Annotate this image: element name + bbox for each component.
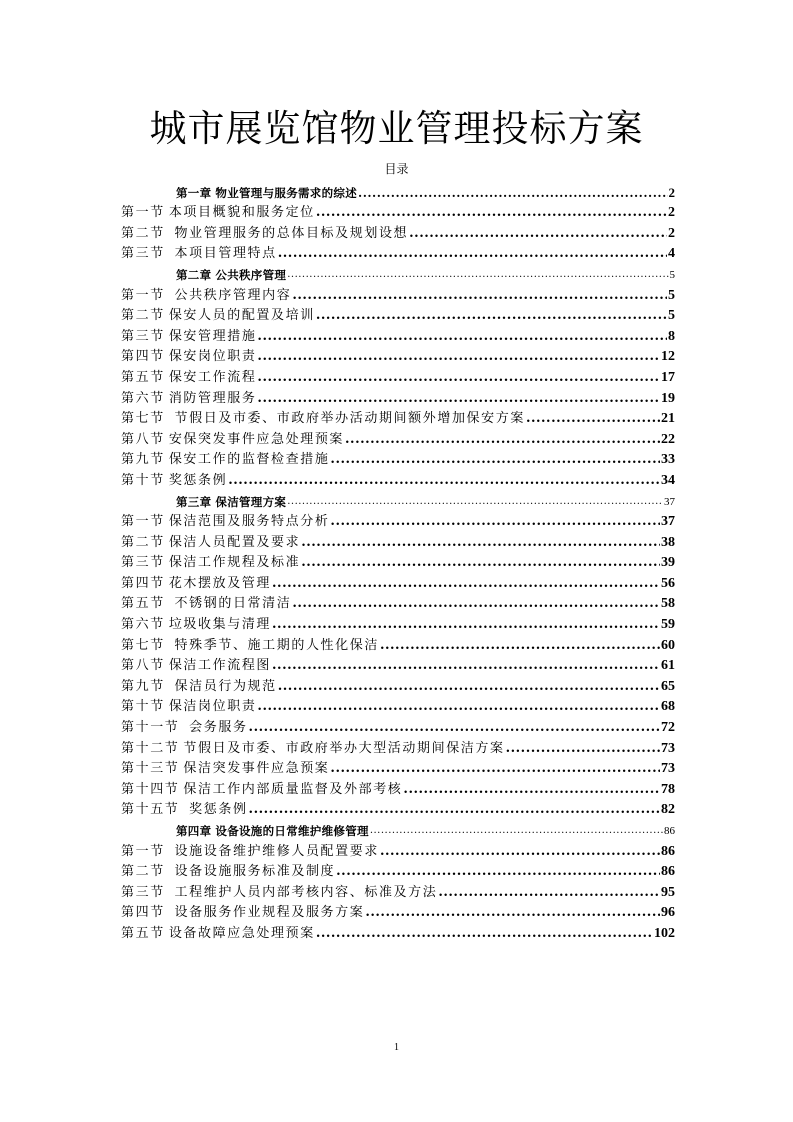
- toc-entry-title: 消防管理服务: [168, 390, 257, 406]
- toc-entry-label: [121, 801, 248, 819]
- toc-section-entry[interactable]: [121, 408, 675, 429]
- toc-section-entry[interactable]: [121, 531, 675, 552]
- toc-section-entry[interactable]: [121, 613, 675, 634]
- toc-section-entry[interactable]: [121, 222, 675, 243]
- toc-section-entry[interactable]: [121, 696, 675, 717]
- toc-entry-page: 102: [654, 925, 675, 941]
- toc-section-entry[interactable]: [121, 861, 675, 882]
- toc-entry-number: 第四节: [121, 905, 165, 921]
- toc-entry-title: 设施设备维护维修人员配置要求: [168, 843, 379, 859]
- dot-leader: [316, 204, 667, 222]
- toc-entry-page: 19: [661, 390, 675, 406]
- toc-entry-title: 花木摆放及管理: [168, 575, 272, 591]
- toc-entry-page: 86: [661, 843, 675, 859]
- toc-entry-label: [121, 513, 329, 531]
- toc-entry-title: 保安工作流程: [168, 369, 257, 385]
- toc-entry-page: 73: [661, 740, 675, 756]
- dot-leader: [330, 760, 660, 778]
- toc-entry-number: 第七节: [121, 637, 165, 653]
- toc-entry-label: [121, 760, 329, 778]
- toc-entry-page: 65: [661, 678, 675, 694]
- toc-section-entry[interactable]: [121, 675, 675, 696]
- toc-section-entry[interactable]: [121, 284, 675, 305]
- toc-entry-number: 第九节: [121, 678, 165, 694]
- toc-section-entry[interactable]: [121, 799, 675, 820]
- toc-section-entry[interactable]: [121, 881, 675, 902]
- toc-entry-label: [121, 410, 525, 428]
- toc-entry-title: 物业管理服务的总体目标及规划设想: [168, 225, 409, 241]
- toc-section-entry[interactable]: [121, 716, 675, 737]
- toc-entry-title: 设备服务作业规程及服务方案: [168, 905, 365, 921]
- toc-entry-number: 第一节: [121, 287, 165, 303]
- toc-entry-number: 第八节: [121, 658, 165, 674]
- dot-leader: [278, 678, 660, 696]
- toc-entry-label: [121, 657, 271, 675]
- toc-section-entry[interactable]: [121, 552, 675, 573]
- toc-entry-page: 2: [668, 205, 675, 221]
- toc-entry-number: 第十四节: [121, 781, 180, 797]
- toc-entry-number: 第三节: [121, 555, 165, 571]
- toc-entry-number: 第七节: [121, 411, 165, 427]
- toc-entry-label: [121, 245, 277, 263]
- toc-entry-title: 设备设施服务标准及制度: [168, 864, 336, 880]
- toc-entry-title: 保洁工作规程及标准: [168, 555, 301, 571]
- toc-entry-label: [121, 884, 437, 902]
- toc-chapter-entry[interactable]: [121, 263, 675, 284]
- toc-entry-title: 保安工作的监督检查措施: [168, 452, 330, 468]
- dot-leader: [292, 287, 667, 305]
- toc-entry-title: 本项目概貌和服务定位: [168, 205, 315, 221]
- toc-entry-page: 61: [661, 658, 675, 674]
- table-of-contents: [121, 181, 675, 943]
- toc-entry-page: 58: [661, 596, 675, 612]
- toc-entry-page: 34: [661, 472, 675, 488]
- toc-entry-label: [121, 472, 227, 490]
- toc-entry-number: 第三节: [121, 328, 165, 344]
- toc-entry-label: [121, 925, 315, 943]
- toc-section-entry[interactable]: [121, 387, 675, 408]
- toc-entry-page: 78: [661, 781, 675, 797]
- toc-entry-title: 保洁员行为规范: [168, 678, 277, 694]
- dot-leader: [316, 307, 667, 325]
- toc-section-entry[interactable]: [121, 305, 675, 326]
- toc-entry-title: 保洁突发事件应急预案: [183, 761, 330, 777]
- toc-chapter-entry[interactable]: [121, 819, 675, 840]
- toc-entry-title: 保洁工作内部质量监督及外部考核: [183, 781, 403, 797]
- dot-leader: [272, 616, 660, 634]
- toc-entry-number: 第一节: [121, 514, 165, 530]
- toc-entry-label: [121, 390, 256, 408]
- dot-leader: [272, 575, 660, 593]
- toc-entry-page: 96: [661, 905, 675, 921]
- toc-entry-label: [121, 225, 408, 243]
- toc-entry-page: 38: [661, 534, 675, 550]
- toc-entry-page: 95: [661, 884, 675, 900]
- toc-entry-page: 72: [661, 720, 675, 736]
- toc-entry-title: 本项目管理特点: [168, 246, 277, 262]
- toc-entry-number: 第五节: [121, 596, 165, 612]
- toc-entry-number: 第五节: [121, 369, 165, 385]
- toc-entry-title: 会务服务: [183, 720, 248, 736]
- toc-entry-label: [176, 266, 286, 284]
- toc-entry-label: [121, 740, 505, 758]
- dot-leader: [330, 513, 660, 531]
- toc-entry-label: [121, 451, 329, 469]
- dot-leader: [257, 698, 660, 716]
- dot-leader: [287, 493, 663, 511]
- toc-section-entry[interactable]: [121, 202, 675, 223]
- toc-entry-title: 设备故障应急处理预案: [168, 925, 315, 941]
- toc-entry-title: 设备设施的日常维护维修管理: [215, 824, 369, 838]
- toc-entry-page: 86: [661, 864, 675, 880]
- toc-entry-number: 第四节: [121, 575, 165, 591]
- toc-entry-title: 垃圾收集与清理: [168, 617, 272, 633]
- toc-entry-page: 17: [661, 369, 675, 385]
- toc-entry-label: [176, 822, 369, 840]
- toc-entry-number: 第八节: [121, 431, 165, 447]
- toc-entry-number: 第三节: [121, 246, 165, 262]
- toc-section-entry[interactable]: [121, 469, 675, 490]
- dot-leader: [409, 225, 667, 243]
- toc-entry-title: 公共秩序管理内容: [168, 287, 292, 303]
- toc-entry-title: 奖惩条例: [168, 472, 228, 488]
- toc-chapter-entry[interactable]: [121, 490, 675, 511]
- toc-entry-number: 第六节: [121, 390, 165, 406]
- toc-entry-label: [121, 348, 256, 366]
- toc-entry-title: 节假日及市委、市政府举办大型活动期间保洁方案: [183, 740, 505, 756]
- dot-leader: [257, 328, 667, 346]
- toc-entry-number: 第六节: [121, 617, 165, 633]
- toc-entry-label: [121, 678, 277, 696]
- toc-entry-page: 12: [661, 349, 675, 365]
- dot-leader: [287, 266, 668, 284]
- toc-entry-title: 公共秩序管理: [215, 267, 287, 282]
- dot-leader: [365, 904, 660, 922]
- toc-entry-page: 8: [668, 328, 675, 344]
- toc-entry-title: 不锈钢的日常清洁: [168, 596, 292, 612]
- toc-entry-page: 59: [661, 617, 675, 633]
- toc-entry-page: 21: [661, 411, 675, 427]
- toc-entry-page: 5: [668, 308, 675, 324]
- toc-entry-title: 工程维护人员内部考核内容、标准及方法: [168, 884, 438, 900]
- toc-entry-page: 60: [661, 637, 675, 653]
- toc-entry-number: 第二节: [121, 864, 165, 880]
- toc-entry-page: 2: [668, 225, 675, 241]
- toc-entry-page: 2: [668, 184, 675, 200]
- toc-entry-title: 保洁管理方案: [215, 494, 287, 509]
- toc-entry-label: [121, 595, 291, 613]
- toc-section-entry[interactable]: [121, 922, 675, 943]
- toc-section-entry[interactable]: [121, 758, 675, 779]
- toc-entry-label: [121, 719, 248, 737]
- toc-entry-number: 第十一节: [121, 720, 180, 736]
- toc-entry-label: [121, 307, 315, 325]
- toc-section-entry[interactable]: [121, 572, 675, 593]
- toc-section-entry[interactable]: [121, 655, 675, 676]
- toc-section-entry[interactable]: [121, 243, 675, 264]
- toc-entry-title: 节假日及市委、市政府举办活动期间额外增加保安方案: [168, 411, 525, 427]
- toc-entry-number: 第十二节: [121, 740, 180, 756]
- toc-entry-label: [121, 534, 300, 552]
- toc-entry-label: [121, 781, 402, 799]
- toc-entry-label: [121, 204, 315, 222]
- dot-leader: [330, 451, 660, 469]
- toc-entry-label: [176, 184, 357, 202]
- toc-entry-page: 56: [661, 575, 675, 591]
- toc-entry-page: 73: [661, 761, 675, 777]
- toc-entry-page: 39: [661, 555, 675, 571]
- toc-entry-title: 特殊季节、施工期的人性化保洁: [168, 637, 379, 653]
- toc-section-entry[interactable]: [121, 737, 675, 758]
- toc-entry-number: 第十五节: [121, 802, 180, 818]
- toc-entry-page: 22: [661, 431, 675, 447]
- toc-entry-title: 保安管理措施: [168, 328, 257, 344]
- toc-entry-page: 82: [661, 802, 675, 818]
- toc-section-entry[interactable]: [121, 634, 675, 655]
- toc-chapter-entry[interactable]: [121, 181, 675, 202]
- toc-entry-label: [176, 493, 286, 511]
- toc-entry-title: 保洁人员配置及要求: [168, 534, 301, 550]
- dot-leader: [526, 410, 660, 428]
- toc-section-entry[interactable]: [121, 840, 675, 861]
- dot-leader: [301, 534, 660, 552]
- toc-entry-number: 第三章: [176, 494, 212, 509]
- document-title: 城市展览馆物业管理投标方案: [149, 107, 644, 150]
- toc-entry-number: 第二节: [121, 308, 165, 324]
- dot-leader: [292, 595, 660, 613]
- toc-entry-number: 第三节: [121, 884, 165, 900]
- dot-leader: [249, 801, 660, 819]
- toc-entry-page: 5: [668, 287, 675, 303]
- toc-entry-number: 第十节: [121, 472, 165, 488]
- dot-leader: [336, 863, 660, 881]
- toc-entry-number: 第九节: [121, 452, 165, 468]
- dot-leader: [257, 369, 660, 387]
- toc-entry-number: 第十节: [121, 699, 165, 715]
- toc-entry-label: [121, 637, 379, 655]
- toc-entry-title: 保安岗位职责: [168, 349, 257, 365]
- dot-leader: [438, 884, 660, 902]
- toc-entry-title: 保洁岗位职责: [168, 699, 257, 715]
- toc-entry-title: 保洁工作流程图: [168, 658, 272, 674]
- dot-leader: [403, 781, 660, 799]
- toc-entry-page: 86: [664, 825, 675, 837]
- toc-entry-page: 37: [664, 495, 675, 508]
- toc-entry-label: [121, 575, 271, 593]
- toc-entry-label: [121, 554, 300, 572]
- toc-heading: 目录: [384, 162, 409, 176]
- toc-entry-label: [121, 698, 256, 716]
- toc-entry-page: 4: [668, 246, 675, 262]
- dot-leader: [316, 925, 653, 943]
- toc-entry-number: 第二节: [121, 534, 165, 550]
- toc-entry-number: 第二章: [176, 267, 212, 282]
- toc-section-entry[interactable]: [121, 325, 675, 346]
- page-number: 1: [394, 1042, 399, 1053]
- toc-section-entry[interactable]: [121, 902, 675, 923]
- dot-leader: [272, 657, 660, 675]
- toc-entry-title: 保洁范围及服务特点分析: [168, 514, 330, 530]
- toc-entry-number: 第一节: [121, 205, 165, 221]
- toc-entry-page: 37: [661, 514, 675, 530]
- dot-leader: [249, 719, 660, 737]
- dot-leader: [257, 390, 660, 408]
- toc-section-entry[interactable]: [121, 346, 675, 367]
- toc-entry-page: 5: [669, 268, 675, 281]
- dot-leader: [257, 348, 660, 366]
- dot-leader: [278, 245, 667, 263]
- dot-leader: [358, 184, 667, 202]
- toc-entry-label: [121, 904, 364, 922]
- dot-leader: [380, 843, 660, 861]
- dot-leader: [370, 822, 663, 840]
- toc-section-entry[interactable]: [121, 428, 675, 449]
- toc-entry-page: 33: [661, 452, 675, 468]
- toc-entry-number: 第一章: [176, 185, 212, 200]
- toc-entry-title: 奖惩条例: [183, 802, 248, 818]
- toc-entry-title: 安保突发事件应急处理预案: [168, 431, 345, 447]
- toc-entry-number: 第五节: [121, 925, 165, 941]
- toc-section-entry[interactable]: [121, 511, 675, 532]
- dot-leader: [301, 554, 660, 572]
- toc-entry-label: [121, 616, 271, 634]
- dot-leader: [506, 740, 660, 758]
- dot-leader: [228, 472, 660, 490]
- toc-entry-number: 第四章: [176, 824, 212, 838]
- toc-entry-number: 第二节: [121, 225, 165, 241]
- toc-section-entry[interactable]: [121, 366, 675, 387]
- toc-entry-label: [121, 431, 344, 449]
- toc-section-entry[interactable]: [121, 778, 675, 799]
- toc-entry-title: 物业管理与服务需求的综述: [215, 185, 358, 200]
- toc-entry-label: [121, 843, 379, 861]
- dot-leader: [380, 637, 660, 655]
- toc-entry-title: 保安人员的配置及培训: [168, 308, 315, 324]
- toc-entry-number: 第十三节: [121, 761, 180, 777]
- toc-entry-number: 第四节: [121, 349, 165, 365]
- toc-section-entry[interactable]: [121, 449, 675, 470]
- toc-entry-label: [121, 369, 256, 387]
- dot-leader: [345, 431, 660, 449]
- toc-entry-number: 第一节: [121, 843, 165, 859]
- toc-section-entry[interactable]: [121, 593, 675, 614]
- toc-entry-label: [121, 328, 256, 346]
- toc-entry-label: [121, 287, 291, 305]
- toc-entry-page: 68: [661, 699, 675, 715]
- toc-entry-label: [121, 863, 335, 881]
